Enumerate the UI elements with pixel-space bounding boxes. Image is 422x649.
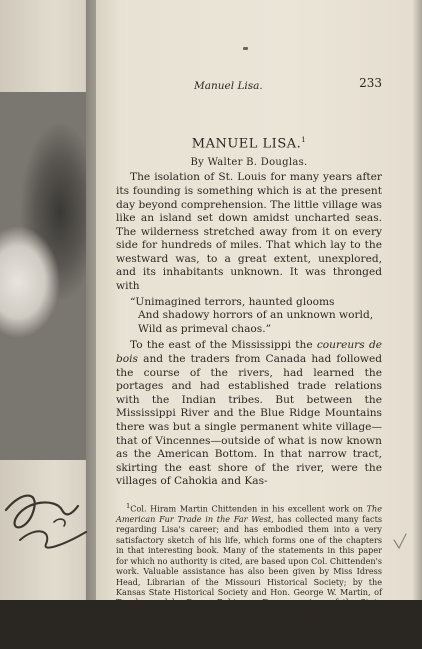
page-speck bbox=[243, 47, 248, 50]
portrait-engraving bbox=[0, 92, 86, 460]
paragraph-2 bbox=[116, 339, 382, 489]
signature-image bbox=[2, 470, 92, 560]
paragraph-2-start: To the east of the Mississippi the bbox=[130, 339, 317, 352]
paragraph-1: The isolation of St. Louis for many years after its founding is something which is at the present day beyond comprehension. The little village was like an island set down amidst uncharted seas. The wilderness stretched away from it on every side for hundreds of miles. That which lay to the westward was, to a great extent, unexplored, and its inhabitants unknown. It was thronged with bbox=[116, 171, 382, 293]
paragraph-2-end: and the traders from Canada had followed the course of the rivers, had learned the portages and had established trade relations with the Indian tribes. But between the Mississippi River and the Blue Ridge Mountains there was but a single permanent white village—that of Vincennes—outside of what is now known as the American Bottom. In that narrow tract, skirting the east shore of the river, were the villages of Cahokia and Kas- bbox=[116, 353, 382, 488]
verse-line-1: “Unimagined terrors, haunted glooms bbox=[130, 295, 335, 308]
left-page bbox=[0, 0, 98, 600]
running-head bbox=[116, 76, 382, 98]
page-number: 233 bbox=[359, 76, 382, 90]
footnote-start: Col. Hiram Martin Chittenden in his excellent work on bbox=[130, 503, 367, 514]
footnote bbox=[116, 501, 382, 649]
page-edge-shadow bbox=[412, 0, 422, 600]
paragraph-2-italic: coureurs de bois bbox=[116, 339, 382, 366]
footnote-end: has collected many facts regarding Lisa's career; and has embodied them into a very satisfactory sketch of his life, which forms one of the chapters in that interesting book. Many of the statements in this paper for which no authority is cited, are based upon Col. Chittenden's work. Valuable assistance has also been given by Miss Idress Head, Librarian of the Missouri Historical Society; by the Kansas State Historical Society and Hon. George W. Martin, of Topeka, and by Doane Robinson, Esq., secretary of the State Historical Society of South Dakota. Miss French's article on Lisa in Volume IV of the South Dakota Historical Collections did not come under the writer's observation until after this paper was substantially complete. bbox=[116, 514, 382, 649]
footnote-marker: 1 bbox=[126, 501, 131, 510]
title-note-marker: 1 bbox=[301, 136, 307, 144]
running-title: Manuel Lisa. bbox=[194, 80, 263, 92]
pencil-mark bbox=[392, 532, 408, 552]
page-text bbox=[116, 76, 382, 649]
verse-quote bbox=[130, 296, 382, 337]
byline: By Walter B. Douglas. bbox=[190, 157, 308, 169]
footnote-book-title: The American Fur Trade in the Far West, bbox=[116, 503, 382, 525]
verse-line-3: Wild as primeval chaos.” bbox=[138, 322, 272, 335]
verse-line-2: And shadowy horrors of an unknown world, bbox=[138, 309, 374, 322]
article-title-text: MANUEL LISA. bbox=[191, 136, 302, 152]
article-title bbox=[116, 136, 382, 151]
